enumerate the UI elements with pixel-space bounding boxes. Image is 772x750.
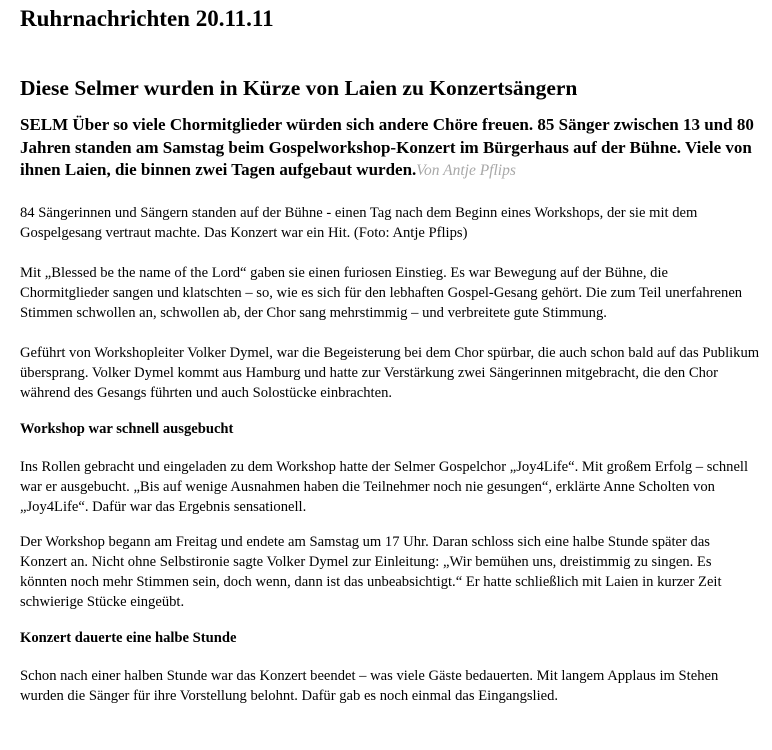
section-subheading: Konzert dauerte eine halbe Stunde (20, 630, 237, 646)
body-paragraph: Geführt von Workshopleiter Volker Dymel, war die Begeisterung bei dem Chor spürbar, die auch schon bald auf das Publikum übersprang. Volker Dymel kommt aus Hamburg und hatte zur Verstärkung zwei Sängerinnen mitgebracht, die den Chor während des Gesangs führten und auch Solostücke einbrachten. (20, 345, 760, 401)
body-paragraph: Ins Rollen gebracht und eingeladen zu dem Workshop hatte der Selmer Gospelchor „Joy4Life“. Mit großem Erfolg – schnell war er ausgebucht. „Bis auf wenige Ausnahmen haben die Teilnehmer noch nie gesungen“, erklärte Anne Scholten von „Joy4Life“. Dafür war das Ergebnis sensationell. (20, 459, 749, 515)
author-byline: Von Antje Pflips (416, 162, 516, 179)
source-date-line: Ruhrnachrichten 20.11.11 (20, 6, 274, 31)
body-paragraph: Schon nach einer halben Stunde war das Konzert beendet – was viele Gäste bedauerten. Mit langem Applaus im Stehen wurden die Sänger für ihre Vorstellung belohnt. Dafür gab es noch einmal das Eingangslied. (20, 668, 719, 704)
body-paragraph: Mit „Blessed be the name of the Lord“ gaben sie einen furiosen Einstieg. Es war Bewegung auf der Bühne, die Chormitglieder sangen und klatschten – so, wie es sich für den lebhaften Gospel-Gesang gehört. Die zum Teil unerfahrenen Stimmen schwollen an, schwollen ab, der Chor sang mehrstimmig – und verbreitete gute Stimmung. (20, 265, 743, 321)
photo-caption-paragraph: 84 Sängerinnen und Sängern standen auf der Bühne - einen Tag nach dem Beginn eines Workshops, der sie mit dem Gospelgesang vertraut machte. Das Konzert war ein Hit. (Foto: Antje Pflips) (20, 205, 698, 241)
article-headline: Diese Selmer wurden in Kürze von Laien zu Konzertsängern (20, 76, 578, 100)
body-paragraph: Der Workshop begann am Freitag und endete am Samstag um 17 Uhr. Daran schloss sich eine halbe Stunde später das Konzert an. Nicht ohne Selbstironie sagte Volker Dymel zur Einleitung: „Wir bemühen uns, dreistimmig zu singen. Es könnten noch mehr Stimmen sein, doch wenn, dann ist das unbeabsichtigt.“ Er hatte schließlich mit Laien in kurzer Zeit schwierige Stücke eingeübt. (20, 534, 722, 610)
article-lead (20, 114, 758, 183)
lead-text: SELM Über so viele Chormitglieder würden sich andere Chöre freuen. 85 Sänger zwischen 13 und 80 Jahren standen am Samstag beim Gospelworkshop-Konzert im Bürgerhaus auf der Bühne. Viele von ihnen Laien, die binnen zwei Tagen aufgebaut wurden. (20, 115, 754, 179)
section-subheading: Workshop war schnell ausgebucht (20, 421, 234, 437)
